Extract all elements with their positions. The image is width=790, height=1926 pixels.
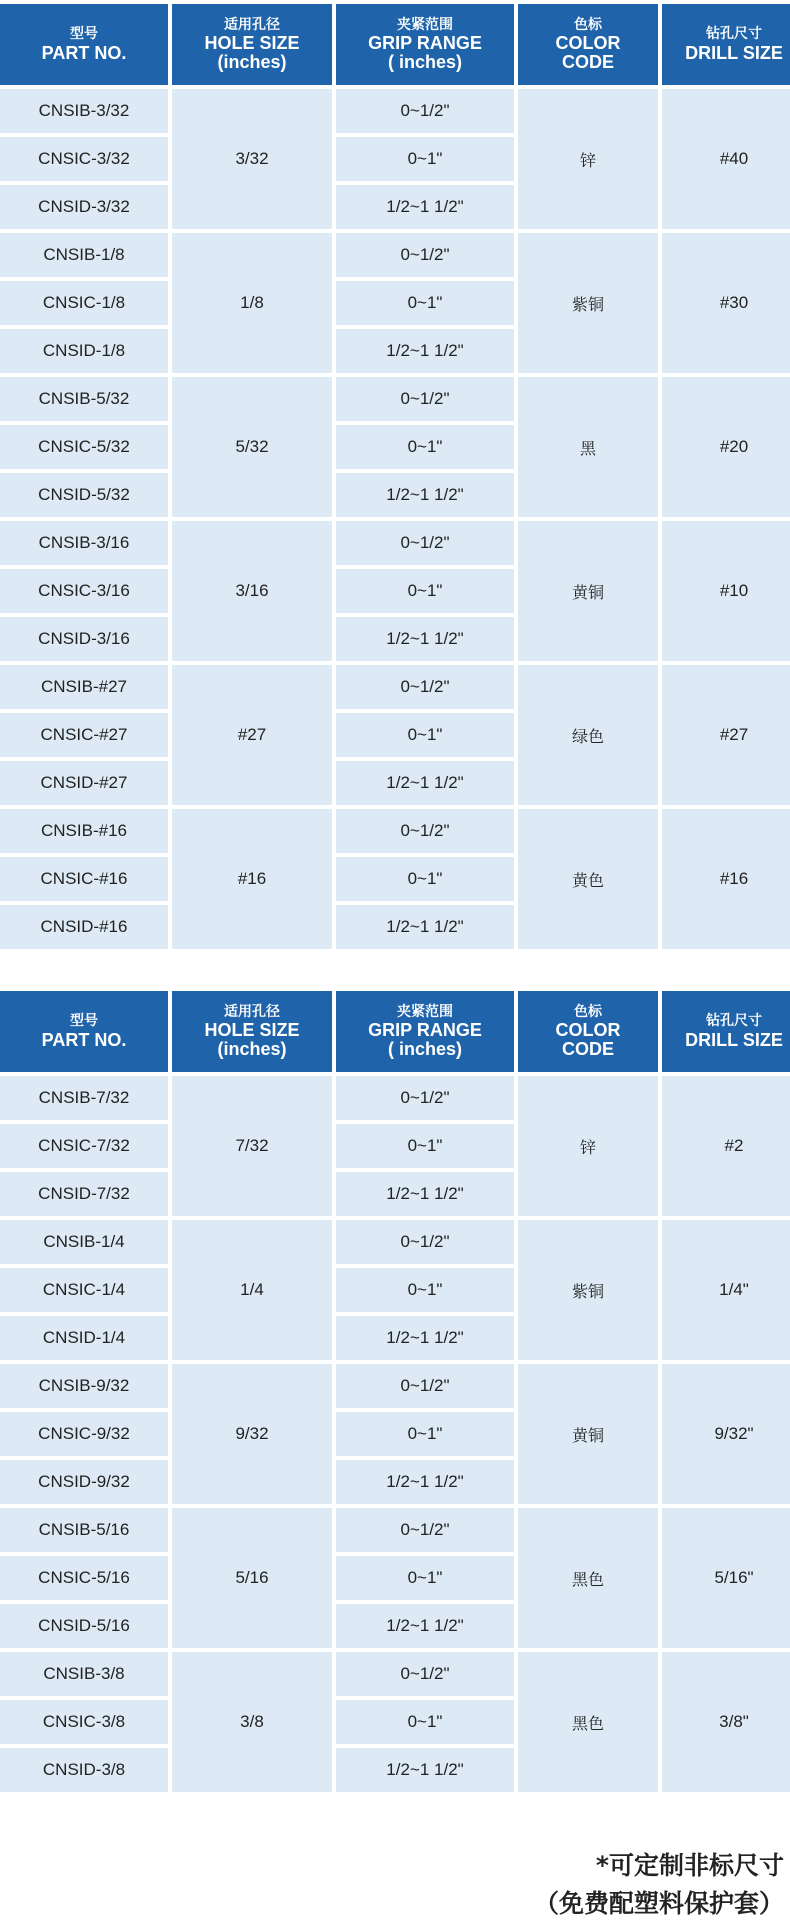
color-code-cell: 紫铜 (518, 233, 658, 373)
header-label-zh: 夹紧范围 (397, 1002, 453, 1019)
part-number-cell: CNSIB-#27 (0, 665, 168, 709)
grip-range-cell: 0~1" (336, 1412, 514, 1456)
part-number-cell: CNSID-7/32 (0, 1172, 168, 1216)
color-code-cell: 黄铜 (518, 1364, 658, 1504)
part-number-cell: CNSIB-3/32 (0, 89, 168, 133)
grip-range-cell: 0~1/2" (336, 1364, 514, 1408)
hole-size-cell: #27 (172, 665, 332, 805)
grip-range-cell: 0~1/2" (336, 809, 514, 853)
grip-range-cell: 0~1/2" (336, 89, 514, 133)
grip-range-cell: 0~1/2" (336, 1076, 514, 1120)
color-code-cell: 绿色 (518, 665, 658, 805)
header-part-no (0, 991, 168, 1072)
protective-sleeve-note: （免费配塑料保护套） (533, 1889, 784, 1918)
grip-range-cell: 0~1/2" (336, 1652, 514, 1696)
hole-size-cell: 7/32 (172, 1076, 332, 1216)
color-code-cell: 紫铜 (518, 1220, 658, 1360)
part-number-cell: CNSID-#16 (0, 905, 168, 949)
grip-range-cell: 0~1/2" (336, 521, 514, 565)
grip-range-cell: 1/2~1 1/2" (336, 473, 514, 517)
part-number-cell: CNSIB-1/8 (0, 233, 168, 277)
hole-size-cell: 9/32 (172, 1364, 332, 1504)
part-number-cell: CNSID-5/32 (0, 473, 168, 517)
grip-range-cell: 0~1" (336, 137, 514, 181)
grip-range-cell: 0~1" (336, 425, 514, 469)
part-number-cell: CNSID-3/8 (0, 1748, 168, 1792)
header-label-en: (inches) (217, 1039, 287, 1060)
grip-range-cell: 1/2~1 1/2" (336, 329, 514, 373)
part-number-cell: CNSID-#27 (0, 761, 168, 805)
part-number-cell: CNSIB-1/4 (0, 1220, 168, 1264)
part-number-cell: CNSIC-1/8 (0, 281, 168, 325)
part-number-cell: CNSIB-3/8 (0, 1652, 168, 1696)
header-label-en: PART NO. (41, 1029, 127, 1050)
grip-range-cell: 1/2~1 1/2" (336, 1460, 514, 1504)
grip-range-cell: 0~1" (336, 1124, 514, 1168)
part-number-cell: CNSIC-#27 (0, 713, 168, 757)
color-code-cell: 黑色 (518, 1508, 658, 1648)
grip-range-cell: 0~1" (336, 1700, 514, 1744)
part-number-cell: CNSIC-3/16 (0, 569, 168, 613)
part-number-cell: CNSID-1/4 (0, 1316, 168, 1360)
grip-range-cell: 0~1/2" (336, 1220, 514, 1264)
header-label-en: CODE (561, 52, 614, 73)
hole-size-cell: 1/4 (172, 1220, 332, 1360)
part-number-cell: CNSIB-7/32 (0, 1076, 168, 1120)
color-code-cell: 黑色 (518, 1652, 658, 1792)
drill-size-cell: #16 (662, 809, 790, 949)
spec-table-1 (0, 4, 790, 949)
drill-size-cell: #30 (662, 233, 790, 373)
header-label-en: COLOR (555, 1020, 621, 1041)
header-label-en: ( inches) (387, 1039, 462, 1060)
header-grip-range (336, 991, 514, 1072)
header-grip-range (336, 4, 514, 85)
header-label-en: HOLE SIZE (204, 33, 300, 54)
grip-range-cell: 1/2~1 1/2" (336, 1748, 514, 1792)
part-number-cell: CNSIB-#16 (0, 809, 168, 853)
header-color-code (518, 4, 658, 85)
header-label-zh: 钻孔尺寸 (706, 25, 762, 42)
grip-range-cell: 1/2~1 1/2" (336, 617, 514, 661)
part-number-cell: CNSID-3/16 (0, 617, 168, 661)
part-number-cell: CNSIC-3/32 (0, 137, 168, 181)
grip-range-cell: 1/2~1 1/2" (336, 185, 514, 229)
grip-range-cell: 0~1" (336, 569, 514, 613)
header-label-en: GRIP RANGE (368, 33, 482, 54)
header-label-en: (inches) (217, 52, 287, 73)
grip-range-cell: 1/2~1 1/2" (336, 1604, 514, 1648)
hole-size-cell: 1/8 (172, 233, 332, 373)
hole-size-cell: 5/16 (172, 1508, 332, 1648)
header-label-zh: 钻孔尺寸 (706, 1012, 762, 1029)
grip-range-cell: 0~1/2" (336, 1508, 514, 1552)
part-number-cell: CNSIC-#16 (0, 857, 168, 901)
header-label-zh: 型号 (70, 1012, 98, 1029)
header-label-zh: 夹紧范围 (397, 15, 453, 32)
drill-size-cell: #27 (662, 665, 790, 805)
part-number-cell: CNSIB-9/32 (0, 1364, 168, 1408)
hole-size-cell: #16 (172, 809, 332, 949)
header-label-zh: 型号 (70, 25, 98, 42)
grip-range-cell: 0~1" (336, 1268, 514, 1312)
grip-range-cell: 0~1" (336, 713, 514, 757)
grip-range-cell: 0~1/2" (336, 377, 514, 421)
hole-size-cell: 5/32 (172, 377, 332, 517)
color-code-cell: 黑 (518, 377, 658, 517)
custom-size-note: *可定制非标尺寸 (595, 1851, 784, 1880)
header-hole-size (172, 4, 332, 85)
drill-size-cell: #10 (662, 521, 790, 661)
part-number-cell: CNSIC-5/32 (0, 425, 168, 469)
part-number-cell: CNSIB-5/32 (0, 377, 168, 421)
color-code-cell: 黄色 (518, 809, 658, 949)
grip-range-cell: 0~1" (336, 281, 514, 325)
color-code-cell: 黄铜 (518, 521, 658, 661)
color-code-cell: 锌 (518, 1076, 658, 1216)
grip-range-cell: 0~1" (336, 857, 514, 901)
header-label-zh: 适用孔径 (224, 15, 280, 32)
part-number-cell: CNSIC-5/16 (0, 1556, 168, 1600)
header-label-en: DRILL SIZE (685, 42, 783, 63)
header-label-en: CODE (561, 1039, 614, 1060)
drill-size-cell: 9/32" (662, 1364, 790, 1504)
drill-size-cell: 3/8" (662, 1652, 790, 1792)
grip-range-cell: 1/2~1 1/2" (336, 761, 514, 805)
part-number-cell: CNSIB-3/16 (0, 521, 168, 565)
hole-size-cell: 3/32 (172, 89, 332, 229)
drill-size-cell: 1/4" (662, 1220, 790, 1360)
part-number-cell: CNSID-5/16 (0, 1604, 168, 1648)
header-label-en: COLOR (555, 33, 621, 54)
part-number-cell: CNSID-9/32 (0, 1460, 168, 1504)
grip-range-cell: 1/2~1 1/2" (336, 905, 514, 949)
part-number-cell: CNSIC-7/32 (0, 1124, 168, 1168)
header-label-en: HOLE SIZE (204, 1020, 300, 1041)
header-label-en: GRIP RANGE (368, 1020, 482, 1041)
part-number-cell: CNSIC-3/8 (0, 1700, 168, 1744)
hole-size-cell: 3/8 (172, 1652, 332, 1792)
drill-size-cell: #20 (662, 377, 790, 517)
part-number-cell: CNSIC-1/4 (0, 1268, 168, 1312)
part-number-cell: CNSIB-5/16 (0, 1508, 168, 1552)
color-code-cell: 锌 (518, 89, 658, 229)
header-part-no (0, 4, 168, 85)
header-label-en: PART NO. (41, 42, 127, 63)
drill-size-cell: #40 (662, 89, 790, 229)
grip-range-cell: 0~1" (336, 1556, 514, 1600)
part-number-cell: CNSIC-9/32 (0, 1412, 168, 1456)
header-color-code (518, 991, 658, 1072)
header-label-en: ( inches) (387, 52, 462, 73)
drill-size-cell: 5/16" (662, 1508, 790, 1648)
grip-range-cell: 0~1/2" (336, 665, 514, 709)
header-hole-size (172, 991, 332, 1072)
part-number-cell: CNSID-3/32 (0, 185, 168, 229)
header-label-zh: 色标 (574, 15, 602, 32)
header-label-en: DRILL SIZE (685, 1029, 783, 1050)
part-number-cell: CNSID-1/8 (0, 329, 168, 373)
header-drill-size (662, 991, 790, 1072)
header-label-zh: 色标 (574, 1002, 602, 1019)
grip-range-cell: 0~1/2" (336, 233, 514, 277)
header-label-zh: 适用孔径 (224, 1002, 280, 1019)
drill-size-cell: #2 (662, 1076, 790, 1216)
hole-size-cell: 3/16 (172, 521, 332, 661)
grip-range-cell: 1/2~1 1/2" (336, 1172, 514, 1216)
spec-table-2 (0, 991, 790, 1792)
header-drill-size (662, 4, 790, 85)
grip-range-cell: 1/2~1 1/2" (336, 1316, 514, 1360)
